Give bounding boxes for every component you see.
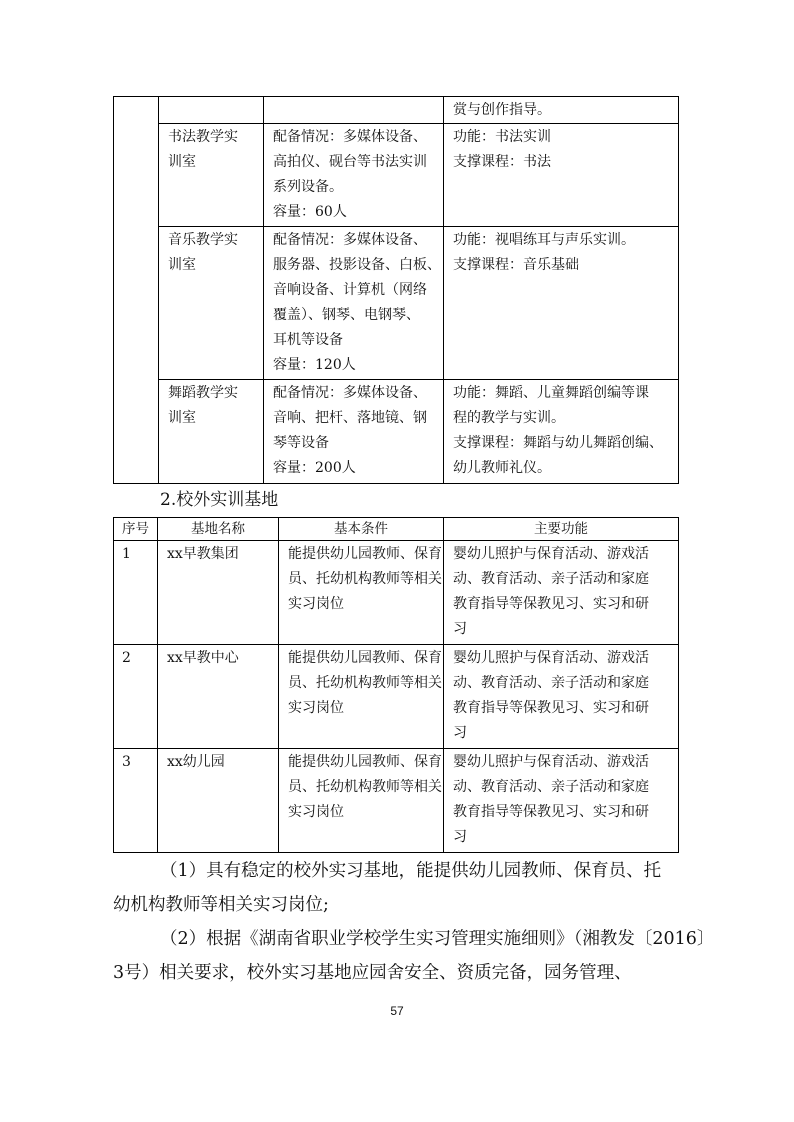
cell-line: xx早教集团 [167, 546, 239, 562]
cell-line: 功能：视唱练耳与声乐实训。 [453, 232, 635, 248]
header-functions: 主要功能 [444, 518, 679, 541]
cell-line: 舞蹈教学实 [168, 385, 238, 401]
room-name-cell [159, 97, 264, 124]
table-row [114, 380, 679, 484]
cell-line: 能提供幼儿园教师、保育 [288, 650, 442, 666]
cell-line: 员、托幼机构教师等相关 [288, 675, 442, 691]
cell-line: 赏与创作指导。 [453, 102, 551, 118]
conditions-cell [279, 541, 444, 645]
row-number-cell [114, 749, 158, 853]
cell-line: 支撑课程：音乐基础 [453, 257, 579, 273]
paragraph-1 [113, 854, 683, 922]
cell-line: 动、教育活动、亲子活动和家庭 [453, 571, 649, 587]
function-cell [444, 97, 679, 124]
base-name-cell [158, 541, 279, 645]
table-row [114, 97, 679, 124]
conditions-cell [279, 749, 444, 853]
cell-line: 训室 [168, 410, 196, 426]
cell-line: 音响设备、计算机（网络 [273, 282, 427, 298]
cell-line: 耳机等设备 [273, 332, 343, 348]
cell-line: 支撑课程：舞蹈与幼儿舞蹈创编、 [453, 435, 663, 451]
base-name-cell [158, 749, 279, 853]
page-number: 57 [390, 1004, 404, 1018]
cell-line: 系列设备。 [273, 179, 343, 195]
cell-line: 实习岗位 [288, 596, 344, 612]
table-row [114, 124, 679, 227]
category-cell [114, 97, 159, 484]
training-rooms-table [113, 96, 679, 484]
cell-line: 教育指导等保教见习、实习和研 [453, 700, 649, 716]
cell-line: 能提供幼儿园教师、保育 [288, 754, 442, 770]
cell-line: 支撑课程：书法 [453, 154, 551, 170]
table-row [114, 645, 679, 749]
paragraph-line: （2）根据《湖南省职业学校学生实习管理实施细则》（湘教发〔2016〕 [160, 929, 715, 949]
cell-line: 覆盖）、钢琴、电钢琴、 [273, 307, 420, 323]
cell-line: 书法教学实 [168, 129, 238, 145]
external-bases-table [113, 517, 679, 853]
cell-line: 容量：200人 [273, 460, 356, 476]
functions-cell [444, 541, 679, 645]
cell-line: 教育指导等保教见习、实习和研 [453, 804, 649, 820]
table-row [114, 541, 679, 645]
cell-line: 容量：120人 [273, 357, 356, 373]
cell-line: 婴幼儿照护与保育活动、游戏活 [453, 650, 649, 666]
cell-line: 琴等设备 [273, 435, 329, 451]
cell-line: 2 [122, 650, 131, 666]
cell-line: 音响、把杆、落地镜、钢 [273, 410, 427, 426]
cell-line: 3 [122, 754, 131, 770]
cell-line: xx幼儿园 [167, 754, 225, 770]
cell-line: 配备情况：多媒体设备、 [273, 129, 427, 145]
function-cell [444, 227, 679, 380]
room-name-cell [159, 380, 264, 484]
cell-line: 习 [453, 829, 467, 845]
base-name-cell [158, 645, 279, 749]
row-number-cell [114, 645, 158, 749]
function-cell [444, 380, 679, 484]
header-number: 序号 [114, 518, 158, 541]
cell-line: 容量：60人 [273, 204, 347, 220]
conditions-cell [279, 645, 444, 749]
row-number-cell [114, 541, 158, 645]
paragraph-line: 幼机构教师等相关实习岗位; [113, 895, 329, 915]
cell-line: 员、托幼机构教师等相关 [288, 779, 442, 795]
room-name-cell [159, 124, 264, 227]
function-cell [444, 124, 679, 227]
cell-line: 实习岗位 [288, 804, 344, 820]
paragraph-line: （1）具有稳定的校外实习基地，能提供幼儿园教师、保育员、托 [160, 861, 662, 881]
config-cell [264, 97, 444, 124]
table-row [114, 749, 679, 853]
paragraph-line: 3号）相关要求，校外实习基地应园舍安全、资质完备，园务管理、 [113, 963, 632, 983]
cell-line: 能提供幼儿园教师、保育 [288, 546, 442, 562]
cell-line: 训室 [168, 154, 196, 170]
section-title: 2.校外实训基地 [160, 490, 279, 510]
cell-line: 训室 [168, 257, 196, 273]
room-name-cell [159, 227, 264, 380]
cell-line: 习 [453, 725, 467, 741]
config-cell [264, 124, 444, 227]
cell-line: 习 [453, 621, 467, 637]
cell-line: 服务器、投影设备、白板、 [273, 257, 441, 273]
config-cell [264, 380, 444, 484]
cell-line: 程的教学与实训。 [453, 410, 565, 426]
cell-line: 配备情况：多媒体设备、 [273, 232, 427, 248]
cell-line: 配备情况：多媒体设备、 [273, 385, 427, 401]
functions-cell [444, 645, 679, 749]
cell-line: 婴幼儿照护与保育活动、游戏活 [453, 546, 649, 562]
table-header-row [114, 518, 679, 541]
cell-line: 音乐教学实 [168, 232, 238, 248]
table-row [114, 227, 679, 380]
paragraph-2 [113, 922, 715, 990]
cell-line: 婴幼儿照护与保育活动、游戏活 [453, 754, 649, 770]
cell-line: 实习岗位 [288, 700, 344, 716]
cell-line: 功能：舞蹈、儿童舞蹈创编等课 [453, 385, 649, 401]
config-cell [264, 227, 444, 380]
cell-line: 员、托幼机构教师等相关 [288, 571, 442, 587]
cell-line: 动、教育活动、亲子活动和家庭 [453, 779, 649, 795]
cell-line: 功能：书法实训 [453, 129, 551, 145]
cell-line: 1 [122, 546, 131, 562]
cell-line: 高拍仪、砚台等书法实训 [273, 154, 427, 170]
cell-line: xx早教中心 [167, 650, 239, 666]
header-conditions: 基本条件 [279, 518, 444, 541]
cell-line: 幼儿教师礼仪。 [453, 460, 551, 476]
header-base-name: 基地名称 [158, 518, 279, 541]
functions-cell [444, 749, 679, 853]
cell-line: 教育指导等保教见习、实习和研 [453, 596, 649, 612]
cell-line: 动、教育活动、亲子活动和家庭 [453, 675, 649, 691]
